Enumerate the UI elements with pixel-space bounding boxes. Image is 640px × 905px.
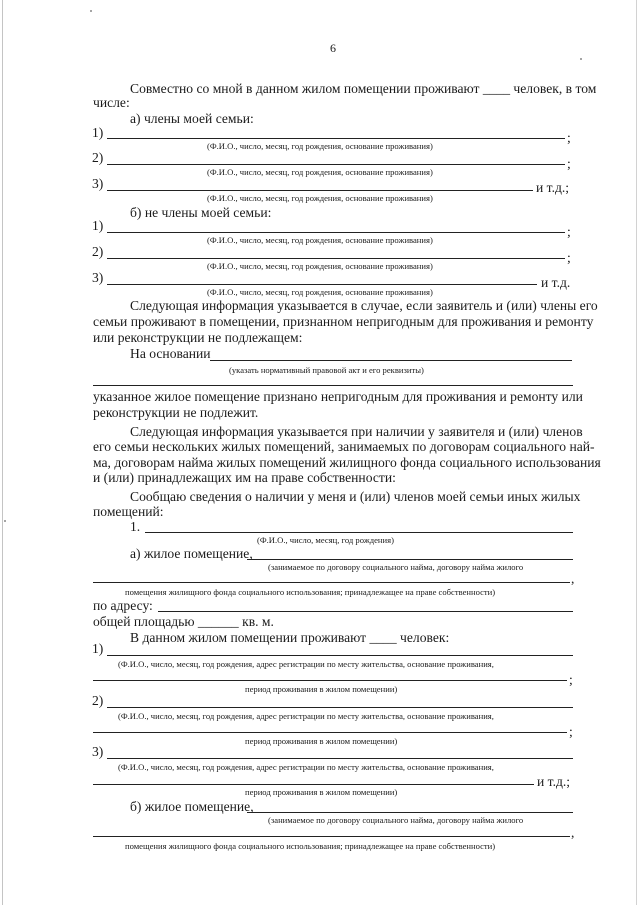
nonfamily-item-3-end: и т.д. <box>541 275 571 290</box>
multiple-para-line4: и (или) принадлежащих им на праве собственности: <box>93 470 396 485</box>
person-number: 1. <box>130 519 141 534</box>
family-item-2-end: ; <box>567 156 571 171</box>
nonfamily-item-3-line[interactable] <box>107 284 537 285</box>
family-item-3-line[interactable] <box>107 190 533 191</box>
unfit-para-line1: Следующая информация указывается в случае, если заявитель и (или) члены его <box>130 298 598 313</box>
nonfamily-item-2-number: 2) <box>92 244 104 259</box>
scan-left-edge <box>2 0 3 905</box>
nonfamily-item-1-end: ; <box>567 224 571 239</box>
basis-line[interactable] <box>210 360 572 361</box>
premise-a-line[interactable] <box>247 559 573 560</box>
basis-continuation-line[interactable] <box>93 385 573 386</box>
resident-3-line2[interactable] <box>93 784 534 785</box>
address-line[interactable] <box>158 611 573 612</box>
multiple-para-line3: ма, договорам найма жилых помещений жилищного фонда социального использования <box>93 455 601 470</box>
premise-b-label: б) жилое помещение, <box>130 799 254 814</box>
nonfamily-item-2-end: ; <box>567 250 571 265</box>
resident-3-hint2: период проживания в жилом помещении) <box>245 787 398 797</box>
premise-a-hint2: помещения жилищного фонда социального использования; принадлежащее на праве собственности) <box>125 587 496 597</box>
residents-text: В данном жилом помещении проживают ____ человек: <box>130 630 450 645</box>
premise-b-comma: , <box>571 825 575 840</box>
basis-label: На основании <box>130 346 211 361</box>
resident-1-hint2: период проживания в жилом помещении) <box>245 684 398 694</box>
resident-1-line2[interactable] <box>93 680 567 681</box>
nonfamily-item-1-number: 1) <box>92 218 104 233</box>
person-hint: (Ф.И.О., число, месяц, год рождения) <box>257 535 394 545</box>
resident-3-hint1: (Ф.И.О., число, месяц, год рождения, адрес регистрации по месту жительства, основание проживания, <box>118 762 494 772</box>
resident-1-line[interactable] <box>107 655 573 656</box>
family-item-1-end: ; <box>567 130 571 145</box>
resident-2-hint1: (Ф.И.О., число, месяц, год рождения, адрес регистрации по месту жительства, основание проживания, <box>118 711 494 721</box>
basis-hint: (указать нормативный правовой акт и его реквизиты) <box>229 365 424 375</box>
family-item-3-number: 3) <box>92 176 104 191</box>
resident-2-end: ; <box>569 724 573 739</box>
nonfamily-item-2-line[interactable] <box>107 258 565 259</box>
multiple-para-line1: Следующая информация указывается при наличии у заявителя и (или) членов <box>130 424 583 439</box>
unfit-conclusion-line2: реконструкции не подлежит. <box>93 405 259 420</box>
family-item-2-hint: (Ф.И.О., число, месяц, год рождения, основание проживания) <box>207 167 433 177</box>
unfit-conclusion-line1: указанное жилое помещение признано непригодным для проживания и ремонту или <box>93 389 583 404</box>
premise-a-comma: , <box>571 571 575 586</box>
address-label: по адресу: <box>93 598 153 613</box>
resident-3-number: 3) <box>92 744 104 759</box>
resident-2-number: 2) <box>92 693 104 708</box>
person-line[interactable] <box>145 532 573 533</box>
unfit-para-line2: семьи проживают в помещении, признанном непригодным для проживания и ремонту <box>93 314 594 329</box>
premise-b-hint1: (занимаемое по договору социального найма, договору найма жилого <box>268 815 524 825</box>
nonfamily-item-1-line[interactable] <box>107 232 565 233</box>
resident-3-line[interactable] <box>107 758 573 759</box>
resident-3-end: и т.д.; <box>537 774 571 789</box>
page-number: 6 <box>330 41 336 55</box>
family-item-2-number: 2) <box>92 150 104 165</box>
family-item-1-hint: (Ф.И.О., число, месяц, год рождения, основание проживания) <box>207 141 433 151</box>
scan-speck <box>90 10 92 12</box>
family-item-2-line[interactable] <box>107 164 565 165</box>
scan-speck <box>4 520 6 522</box>
resident-2-line[interactable] <box>107 707 573 708</box>
resident-1-number: 1) <box>92 641 104 656</box>
residence-intro-line1: Совместно со мной в данном жилом помещении проживают ____ человек, в том <box>130 81 597 96</box>
premise-a-label: а) жилое помещение, <box>130 546 253 561</box>
area-label: общей площадью ______ кв. м. <box>93 614 274 629</box>
residence-intro-line2: числе: <box>93 95 130 110</box>
nonfamily-item-2-hint: (Ф.И.О., число, месяц, год рождения, основание проживания) <box>207 261 433 271</box>
unfit-para-line3: или реконструкции не подлежащем: <box>93 330 303 345</box>
resident-2-line2[interactable] <box>93 732 567 733</box>
resident-2-hint2: период проживания в жилом помещении) <box>245 736 398 746</box>
resident-1-hint1: (Ф.И.О., число, месяц, год рождения, адрес регистрации по месту жительства, основание проживания, <box>118 659 494 669</box>
non-family-title: б) не члены моей семьи: <box>130 205 272 220</box>
family-item-1-line[interactable] <box>107 138 565 139</box>
premise-b-line2[interactable] <box>93 836 570 837</box>
family-members-title: а) члены моей семьи: <box>130 111 254 126</box>
scan-speck <box>580 58 582 60</box>
info-line2: помещений: <box>93 504 164 519</box>
nonfamily-item-3-number: 3) <box>92 270 104 285</box>
nonfamily-item-1-hint: (Ф.И.О., число, месяц, год рождения, основание проживания) <box>207 235 433 245</box>
premise-a-line2[interactable] <box>93 582 570 583</box>
scan-right-edge <box>636 0 637 905</box>
premise-b-line[interactable] <box>247 812 573 813</box>
family-item-3-end: и т.д.; <box>536 180 570 195</box>
premise-a-hint1: (занимаемое по договору социального найма, договору найма жилого <box>268 562 524 572</box>
multiple-para-line2: его семьи нескольких жилых помещений, занимаемых по договорам социального най- <box>93 439 595 454</box>
premise-b-hint2: помещения жилищного фонда социального использования; принадлежащее на праве собственности) <box>125 841 496 851</box>
info-line1: Сообщаю сведения о наличии у меня и (или) членов моей семьи иных жилых <box>130 489 581 504</box>
family-item-3-hint: (Ф.И.О., число, месяц, год рождения, основание проживания) <box>207 193 433 203</box>
family-item-1-number: 1) <box>92 125 104 140</box>
nonfamily-item-3-hint: (Ф.И.О., число, месяц, год рождения, основание проживания) <box>207 287 433 297</box>
resident-1-end: ; <box>569 672 573 687</box>
